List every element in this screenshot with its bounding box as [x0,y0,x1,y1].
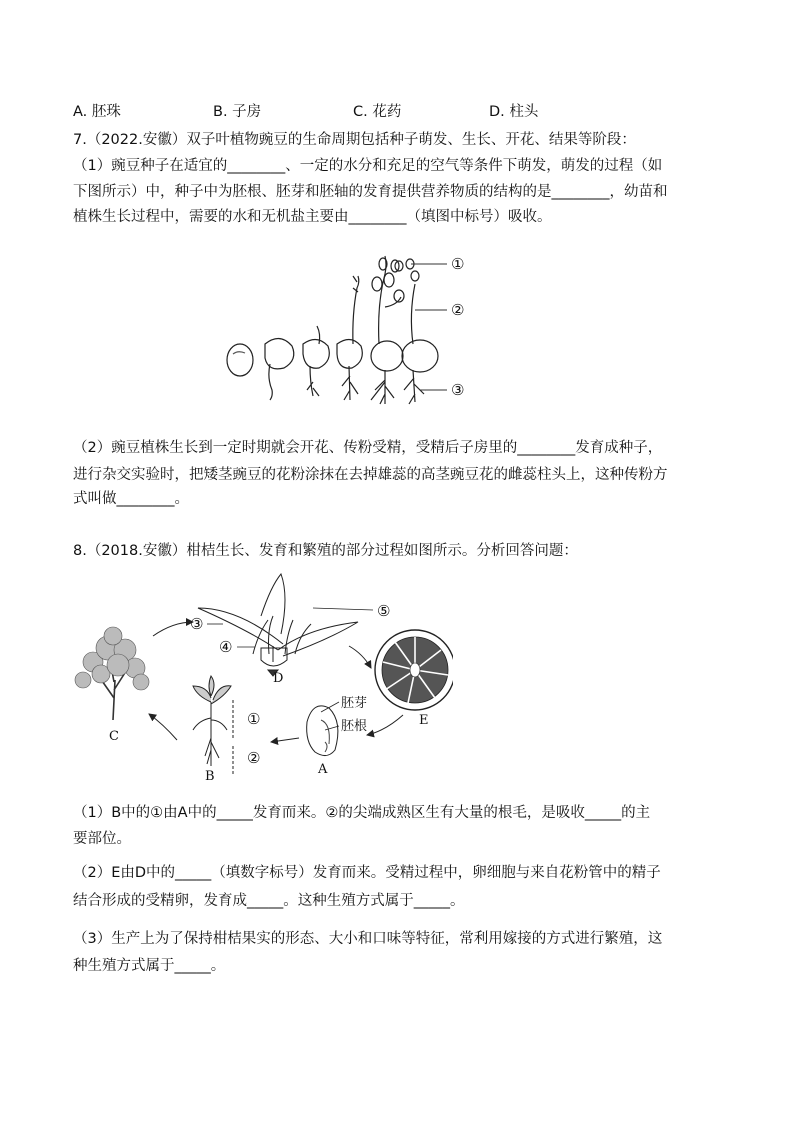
q6-option-a: A. 胚珠 [73,104,121,120]
orange-cross-section [375,630,453,710]
pea-seed-1 [227,344,253,376]
q7-part2-line3: 式叫做________。 [73,491,189,507]
fig8-label-peiya: 胚芽 [341,696,368,711]
pea-seed-6 [402,340,438,372]
q8-part3-line1: （3）生产上为了保持柑桔果实的形态、大小和口味等特征，常利用嫁接的方式进行繁殖，这 [73,931,663,947]
fig8-label-2: ② [247,749,261,767]
fig8-label-5: ⑤ [377,602,391,620]
citrus-flower [198,574,358,676]
citrus-tree [75,627,149,720]
pea-seed-5 [371,341,403,371]
q6-option-b: B. 子房 [213,104,262,120]
fig7-label-3: ③ [451,381,465,399]
pea-germination-figure [215,252,475,412]
fig8-label-C: C [109,729,119,744]
q6-options [73,102,538,122]
fig8-label-1: ① [247,710,261,728]
q7-part1-line1: （1）豌豆种子在适宜的________、一定的水分和充足的空气等条件下萌发，萌发的过程（如 [73,158,663,174]
fig8-label-E: E [419,713,429,728]
citrus-seedling [193,676,233,776]
q7-part2-line2: 进行杂交实验时，把矮茎豌豆的花粉涂抹在去掉雄蕊的高茎豌豆花的雌蕊柱头上，这种传粉方 [73,467,668,483]
q8-part2-line2: 结合形成的受精卵，发育成_____。这种生殖方式属于_____。 [73,893,465,909]
q8-part1-line1: （1）B中的①由A中的_____发育而来。②的尖端成熟区生有大量的根毛，是吸收_____的主 [73,805,651,821]
citrus-lifecycle-figure [73,570,453,785]
fig7-label-1: ① [451,255,465,273]
q6-option-c: C. 花药 [353,104,402,120]
q8-stem: 8.（2018.安徽）柑桔生长、发育和繁殖的部分过程如图所示。分析回答问题： [73,543,578,559]
citrus-seed [307,702,339,756]
q7-part1-line3: 植株生长过程中，需要的水和无机盐主要由________（填图中标号）吸收。 [73,209,552,225]
fig8-label-D: D [273,671,284,686]
fig8-label-A: A [318,762,328,777]
fig7-label-2: ② [451,301,465,319]
fig8-label-B: B [205,769,215,784]
fig8-label-peigen: 胚根 [341,719,368,734]
fig8-label-3: ③ [190,615,204,633]
q8-part1-line2: 要部位。 [73,831,131,847]
q8-part3-line2: 种生殖方式属于_____。 [73,958,226,974]
pea-seed-4 [337,339,362,368]
q7-stem: 7.（2022.安徽）双子叶植物豌豆的生命周期包括种子萌发、生长、开花、结果等阶段： [73,132,636,148]
q6-option-d: D. 柱头 [489,104,539,120]
pea-seed-3 [303,339,329,368]
q7-part2-line1: （2）豌豆植株生长到一定时期就会开花、传粉受精，受精后子房里的________发育成种子， [73,440,663,456]
q7-part1-line2: 下图所示）中，种子中为胚根、胚芽和胚轴的发育提供营养物质的结构的是________，幼苗和 [73,184,668,200]
fig8-label-4: ④ [219,638,233,656]
q8-part2-line1: （2）E由D中的_____（填数字标号）发育而来。受精过程中，卵细胞与来自花粉管中的精子 [73,865,661,881]
